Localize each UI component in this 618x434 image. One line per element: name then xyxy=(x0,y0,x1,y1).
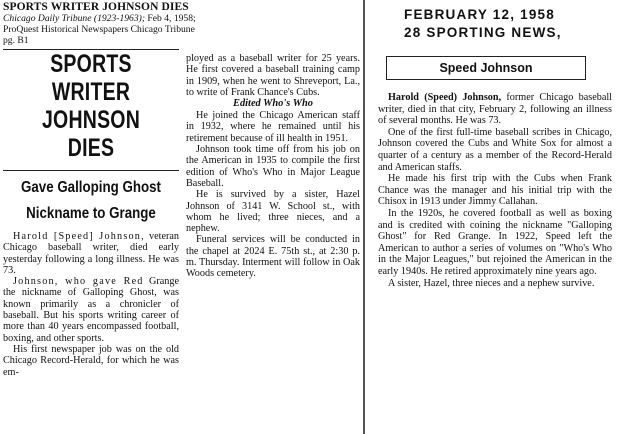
deck-line-2: Nickname to Grange xyxy=(26,205,156,222)
tribune-column-1 xyxy=(3,49,179,378)
paragraph xyxy=(3,231,179,276)
tribune-column-2 xyxy=(186,53,360,280)
paragraph: In the 1920s, he covered football as well as boxing and is credited with coining the nickname "Galloping Ghost" for Red Grange. In 1922, Speed left the American to author a series of volumes on "Who's Who in the Major Leagues," but rejoined the American in the early 1940s. He retired approximately nine years ago. xyxy=(378,207,612,277)
paragraph: Funeral services will be conducted in the chapel at 2024 E. 75th st., at 2:30 p. m. Thursday. Interment will follow in Oak Woods cemetery. xyxy=(186,234,360,280)
paragraph: One of the first full-time baseball scribes in Chicago, Johnson covered the Cubs and White Sox for almost a quarter of a century as a member of the Record-Herald and American staffs. xyxy=(378,126,612,173)
paragraph-lead: Johnson, who gave Red xyxy=(13,276,144,288)
page-line: 28 SPORTING NEWS, xyxy=(404,25,562,40)
citation-source: Chicago Daily Tribune (1923-1963); xyxy=(3,13,146,24)
citation-title: SPORTS WRITER JOHNSON DIES xyxy=(3,1,189,13)
paragraph: He is survived by a sister, Hazel Johnson of 3141 W. School st., with whom he lived; three nieces, and a nephew. xyxy=(186,189,360,235)
headline-line-2: JOHNSON DIES xyxy=(41,106,141,162)
headline-line-1: SPORTS WRITER xyxy=(50,50,132,106)
deck-line-1: Gave Galloping Ghost xyxy=(21,179,161,196)
paragraph: A sister, Hazel, three nieces and a nephew survive. xyxy=(388,277,595,289)
paragraph-text: former Chicago baseball writer, died in that city, February 2, following an illness of several months. He was 73. xyxy=(378,92,613,127)
obituary-title: Speed Johnson xyxy=(439,61,533,75)
paragraph: He made his first trip with the Cubs when Frank Chance was the manager and his initial trip with the Chisox in 1913 under Jimmy Callahan. xyxy=(378,173,612,208)
citation-source-line xyxy=(3,14,196,24)
citation-database: ProQuest Historical Newspapers Chicago Tribune xyxy=(3,24,195,35)
paragraph: ployed as a baseball writer for 25 years. He first covered a baseball training camp in 1909, when he went to Shreveport, La., to write of Frank Chance's Cubs. xyxy=(186,53,360,98)
issue-date: FEBRUARY 12, 1958 xyxy=(404,7,555,22)
paragraph-lead: Harold [Speed] Johnson, xyxy=(13,231,145,242)
paragraph: He joined the Chicago American staff in 1932, where he remained until his retirement because of ill health in 1951. xyxy=(186,110,360,144)
citation-page: pg. B1 xyxy=(3,35,29,46)
paragraph-lead: Harold (Speed) Johnson, xyxy=(388,92,502,103)
column-divider xyxy=(363,0,365,434)
paragraph-text: veteran Chicago baseball writer, died early yesterday following a long illness. He was 73. xyxy=(3,231,179,276)
citation-date: Feb 4, 1958; xyxy=(145,13,196,24)
paragraph: His first newspaper job was on the old Chicago Record-Herald, for which he was em- xyxy=(3,343,179,378)
sporting-news-body xyxy=(378,92,612,289)
sporting-news-clipping xyxy=(370,0,618,434)
headline-bottom-rule xyxy=(3,170,179,171)
obituary-title-box xyxy=(386,56,586,80)
paragraph: Johnson took time off from his job on the American in 1935 to compile the first edition of Who's Who in Major League Baseball. xyxy=(186,144,360,189)
tribune-body-col1 xyxy=(3,231,179,378)
paragraph xyxy=(378,92,612,127)
paragraph xyxy=(3,276,179,344)
subheading: Edited Who's Who xyxy=(233,98,313,110)
paragraph-text: Grange the nickname of Galloping Ghost, was known primarily as a chronicler of baseball. But his sports writing career of more than 40 years encompassed football, boxing, and other sports. xyxy=(3,276,179,344)
